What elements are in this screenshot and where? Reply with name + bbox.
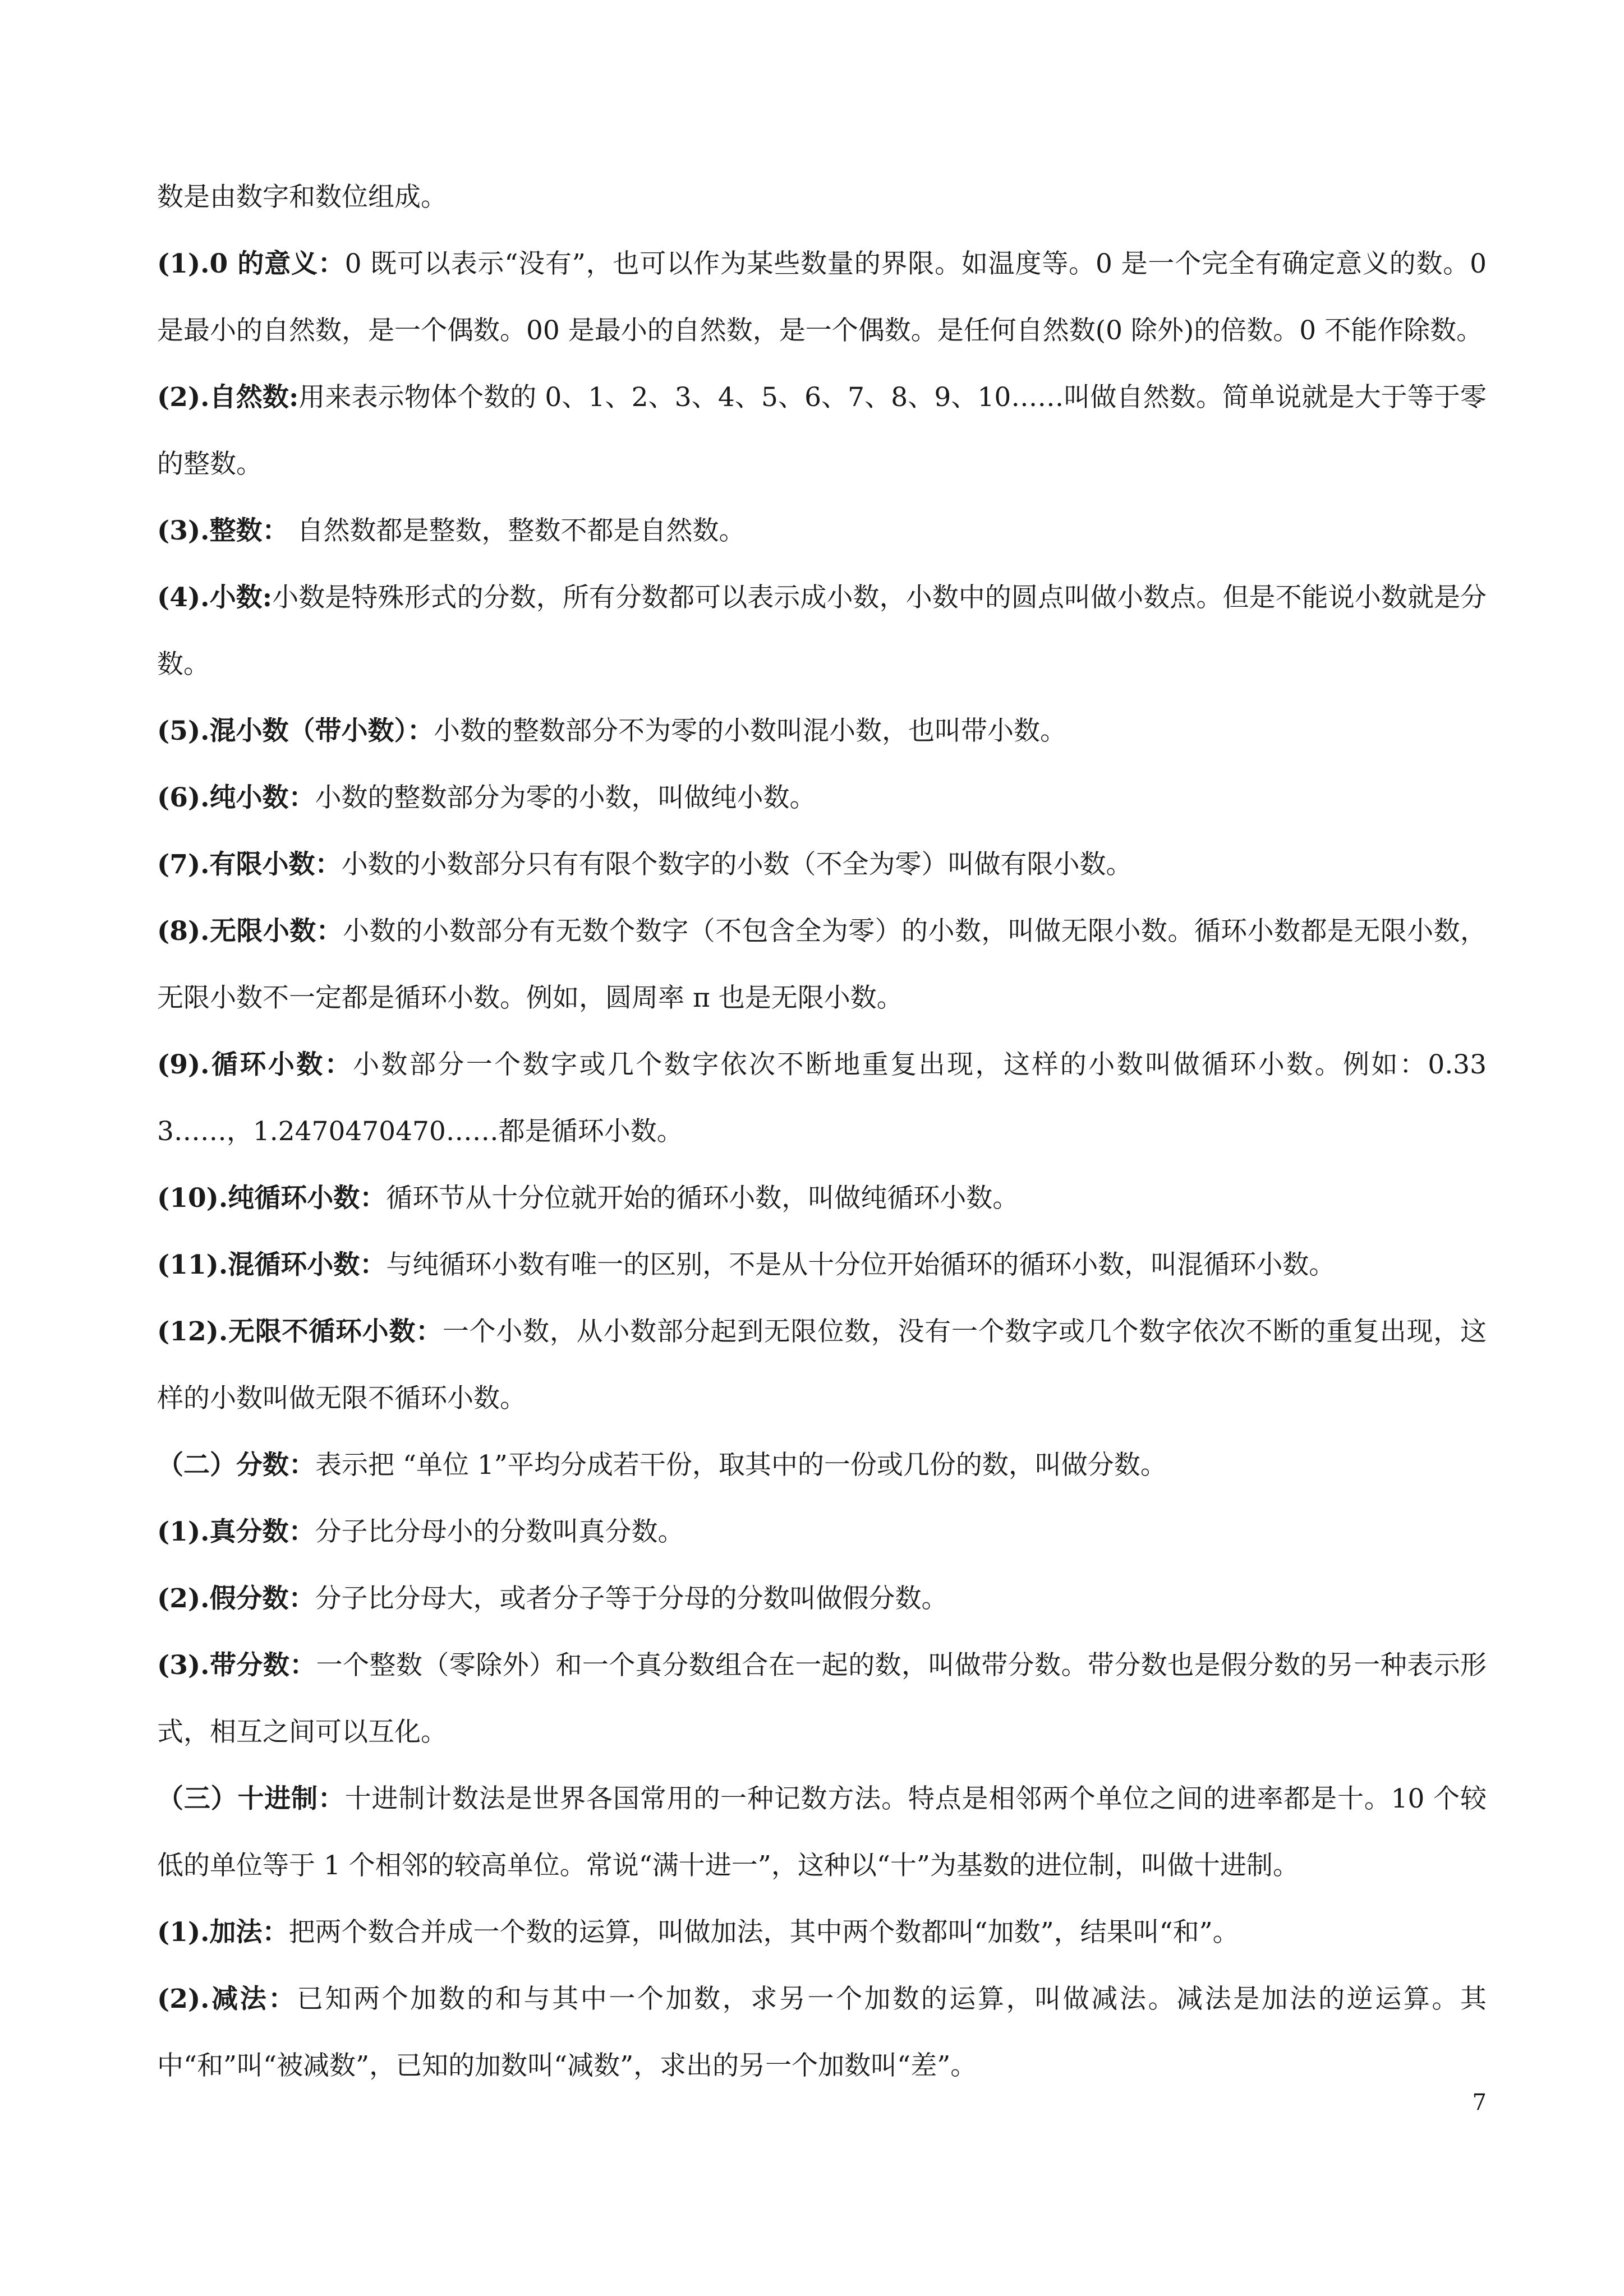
definition-term: (3).带分数： bbox=[157, 1650, 316, 1681]
definition-item bbox=[157, 1966, 1487, 2099]
definition-text: 小数的整数部分为零的小数，叫做纯小数。 bbox=[315, 782, 816, 813]
definition-item bbox=[157, 1499, 1487, 1565]
definition-term: (1).0 的意义： bbox=[157, 248, 345, 279]
document-page bbox=[157, 0, 1487, 2296]
definition-text: 把两个数合并成一个数的运算，叫做加法，其中两个数都叫“加数”，结果叫“和”。 bbox=[288, 1917, 1239, 1948]
definition-item bbox=[157, 564, 1487, 698]
definition-term: (2).减法： bbox=[157, 1984, 297, 2014]
intro-paragraph: 数是由数字和数位组成。 bbox=[157, 182, 447, 213]
definition-text: 表示把 “单位 1”平均分成若干份，取其中的一份或几份的数，叫做分数。 bbox=[315, 1450, 1167, 1481]
definition-item bbox=[157, 898, 1487, 1031]
definition-term: （二）分数： bbox=[157, 1450, 315, 1481]
definition-text: 小数的小数部分只有有限个数字的小数（不全为零）叫做有限小数。 bbox=[341, 849, 1133, 880]
definition-text: 小数的整数部分不为零的小数叫混小数，也叫带小数。 bbox=[434, 716, 1067, 746]
definition-text: 循环节从十分位就开始的循环小数，叫做纯循环小数。 bbox=[386, 1183, 1019, 1214]
definition-text: 用来表示物体个数的 0、1、2、3、4、5、6、7、8、9、10……叫做自然数。简单说就是大于等于零的整数。 bbox=[157, 382, 1487, 480]
definition-term: (5).混小数（带小数）： bbox=[157, 716, 434, 746]
definition-term: (2).假分数： bbox=[157, 1583, 315, 1614]
definition-term: (9).循环小数： bbox=[157, 1049, 353, 1080]
definition-text: 分子比分母大，或者分子等于分母的分数叫做假分数。 bbox=[315, 1583, 948, 1614]
definition-text: 小数部分一个数字或几个数字依次不断地重复出现，这样的小数叫做循环小数。例如：0.333……，1.2470470470……都是循环小数。 bbox=[157, 1049, 1487, 1147]
definition-item bbox=[157, 1298, 1487, 1432]
page-number: 7 bbox=[1472, 2090, 1487, 2115]
definition-text: 与纯循环小数有唯一的区别，不是从十分位开始循环的循环小数，叫混循环小数。 bbox=[386, 1250, 1336, 1280]
definition-item bbox=[157, 764, 1487, 831]
definition-term: (12).无限不循环小数： bbox=[157, 1316, 443, 1347]
definition-text: 小数是特殊形式的分数，所有分数都可以表示成小数，小数中的圆点叫做小数点。但是不能说小数就是分数。 bbox=[157, 582, 1487, 680]
definition-item bbox=[157, 1165, 1487, 1232]
definition-term: (1).加法： bbox=[157, 1917, 289, 1948]
definition-text: 分子比分母小的分数叫真分数。 bbox=[315, 1516, 684, 1547]
definition-text: 自然数都是整数，整数不都是自然数。 bbox=[288, 515, 746, 546]
definition-item bbox=[157, 230, 1487, 364]
definition-text: 一个整数（零除外）和一个真分数组合在一起的数，叫做带分数。带分数也是假分数的另一种表示形式，相互之间可以互化。 bbox=[157, 1650, 1487, 1748]
definition-item bbox=[157, 698, 1487, 764]
definition-term: (11).混循环小数： bbox=[157, 1250, 387, 1280]
definition-term: (3).整数： bbox=[157, 515, 289, 546]
definition-item bbox=[157, 1632, 1487, 1765]
definition-term: (4).小数: bbox=[157, 582, 273, 613]
definition-item bbox=[157, 831, 1487, 898]
definition-term: (1).真分数： bbox=[157, 1516, 315, 1547]
definition-item bbox=[157, 364, 1487, 497]
definition-term: (6).纯小数： bbox=[157, 782, 315, 813]
definition-item bbox=[157, 1031, 1487, 1165]
definition-item bbox=[157, 1565, 1487, 1632]
definition-text: 已知两个加数的和与其中一个加数，求另一个加数的运算，叫做减法。减法是加法的逆运算。其中“和”叫“被减数”，已知的加数叫“减数”，求出的另一个加数叫“差”。 bbox=[157, 1984, 1487, 2081]
definition-item bbox=[157, 497, 1487, 564]
definition-term: (10).纯循环小数： bbox=[157, 1183, 387, 1214]
definition-term: (7).有限小数： bbox=[157, 849, 342, 880]
definition-text: 小数的小数部分有无数个数字（不包含全为零）的小数，叫做无限小数。循环小数都是无限小数，无限小数不一定都是循环小数。例如，圆周率 π 也是无限小数。 bbox=[157, 916, 1487, 1013]
definition-term: （三）十进制： bbox=[157, 1783, 345, 1814]
definition-text: 一个小数，从小数部分起到无限位数，没有一个数字或几个数字依次不断的重复出现，这样的小数叫做无限不循环小数。 bbox=[157, 1316, 1487, 1414]
definition-item bbox=[157, 1232, 1487, 1298]
definition-text: 十进制计数法是世界各国常用的一种记数方法。特点是相邻两个单位之间的进率都是十。10 个较低的单位等于 1 个相邻的较高单位。常说“满十进一”，这种以“十”为基数的进位制，叫做十进制。 bbox=[157, 1783, 1487, 1881]
definition-term: (2).自然数: bbox=[157, 382, 299, 413]
definition-text: 0 既可以表示“没有”，也可以作为某些数量的界限。如温度等。0 是一个完全有确定意义的数。0 是最小的自然数，是一个偶数。00 是最小的自然数，是一个偶数。是任何自然数(0 除外)的倍数。0 不能作除数。 bbox=[157, 248, 1487, 346]
section-heading-fractions bbox=[157, 1432, 1487, 1499]
document-body bbox=[157, 164, 1487, 2099]
section-heading-decimal-system bbox=[157, 1765, 1487, 1899]
definition-item bbox=[157, 1899, 1487, 1966]
definition-term: (8).无限小数： bbox=[157, 916, 343, 947]
